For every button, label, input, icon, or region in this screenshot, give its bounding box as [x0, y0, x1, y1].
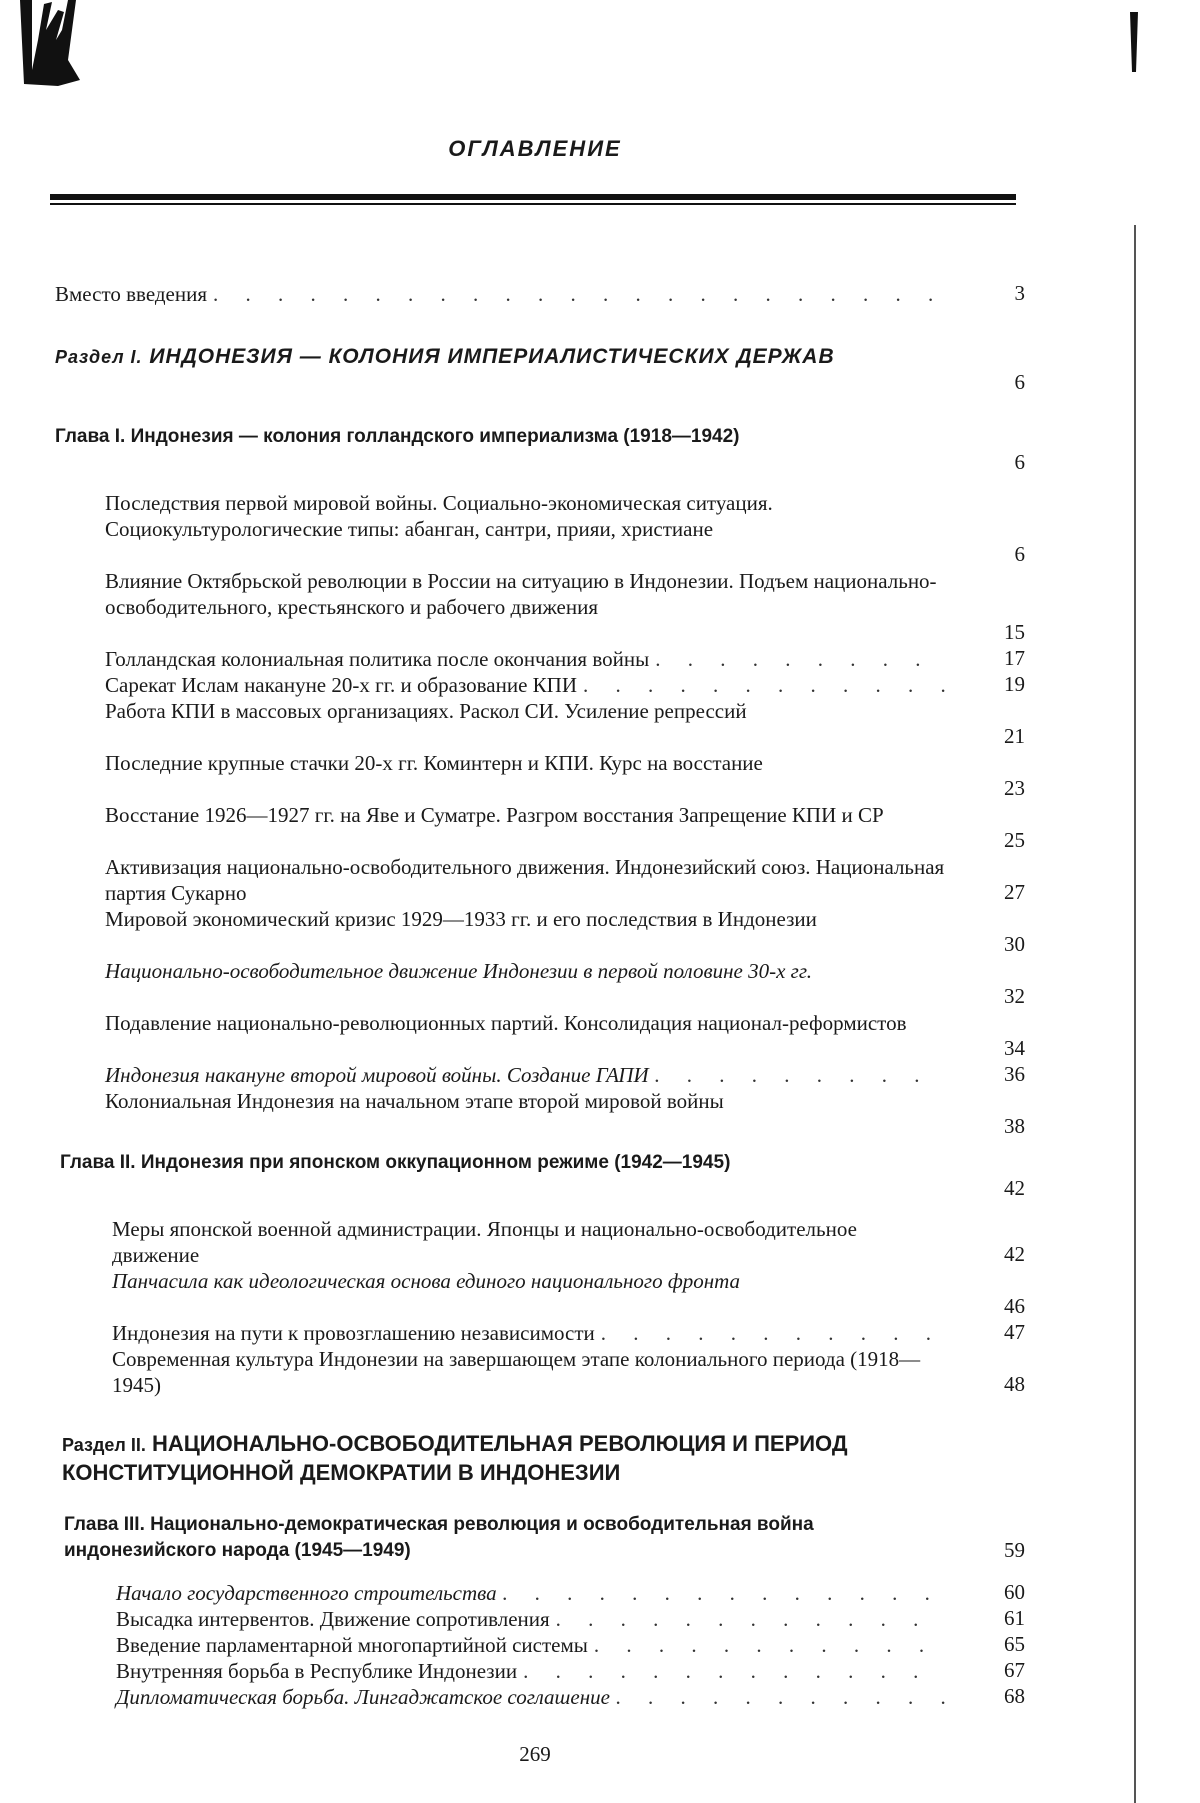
toc-entry-page: 48	[1004, 1372, 1025, 1396]
leader-dots	[588, 1632, 946, 1658]
leader-dots	[649, 646, 945, 672]
toc-entry: Панчасила как идеологическая основа единого национального фронта	[112, 1269, 741, 1293]
toc-entry-title: Дипломатическая борьба. Лингаджатское соглашение	[116, 1685, 610, 1709]
toc-entry-page: 15	[1004, 620, 1025, 644]
page-number: 269	[519, 1742, 551, 1766]
toc-entry	[105, 1062, 945, 1088]
toc-entry	[112, 1320, 947, 1346]
toc-entry	[55, 281, 955, 307]
toc-entry: Последствия первой мировой войны. Социально-экономическая ситуация. Социокультурологические типы: абанган, сантри, прияи, христиане	[105, 491, 773, 541]
toc-entry: Мировой экономический кризис 1929—1933 гг. и его последствия в Индонезии	[105, 907, 817, 931]
toc-entry-page: 42	[1004, 1176, 1025, 1200]
chapter-heading: Глава III. Национально-демократическая революция и освободительная война индонезийского народа (1945—1949)	[64, 1514, 814, 1561]
toc-entry-title: Вместо введения	[55, 282, 208, 306]
toc-entry-page: 68	[1004, 1684, 1025, 1708]
toc-entry: Работа КПИ в массовых организациях. Раскол СИ. Усиление репрессий	[105, 699, 747, 723]
toc-entry-page: 25	[1004, 828, 1025, 852]
toc-entry: Национально-освободительное движение Индонезии в первой половине 30-х гг.	[105, 959, 812, 983]
toc-entry-page: 59	[1004, 1538, 1025, 1562]
toc-entry	[116, 1684, 946, 1710]
toc-entry	[116, 1606, 946, 1632]
section-label: Раздел II.	[62, 1435, 146, 1455]
toc-entry-page: 60	[1004, 1580, 1025, 1604]
toc-entry-title: Начало государственного строительства	[116, 1581, 497, 1605]
toc-entry-title: Внутренняя борьба в Республике Индонезии	[116, 1659, 518, 1683]
toc-entry-page: 42	[1004, 1242, 1025, 1266]
toc-entry-page: 32	[1004, 984, 1025, 1008]
toc-entry: Последние крупные стачки 20-х гг. Коминтерн и КПИ. Курс на восстание	[105, 751, 763, 775]
chapter-heading: Глава II. Индонезия при японском оккупационном режиме (1942—1945)	[60, 1152, 731, 1173]
toc-entry-page: 34	[1004, 1036, 1025, 1060]
toc-entry-title: Высадка интервентов. Движение сопротивления	[116, 1607, 550, 1631]
chapter-heading: Глава I. Индонезия — колония голландского империализма (1918—1942)	[55, 426, 740, 447]
leader-dots	[497, 1580, 946, 1606]
toc-entry-page: 61	[1004, 1606, 1025, 1630]
toc-entry-page: 19	[1004, 672, 1025, 696]
toc-entry	[105, 672, 945, 698]
toc-entry-title: Индонезия на пути к провозглашению независимости	[112, 1321, 595, 1345]
section-heading	[62, 1430, 952, 1486]
toc-entry: Современная культура Индонезии на завершающем этапе колониального периода (1918—1945)	[112, 1347, 921, 1397]
toc-entry: Восстание 1926—1927 гг. на Яве и Суматре. Разгром восстания Запрещение КПИ и СР	[105, 803, 884, 827]
toc-entry: Подавление национально-революционных партий. Консолидация национал-реформистов	[105, 1011, 907, 1035]
toc-entry-page: 30	[1004, 932, 1025, 956]
section-label: Раздел I.	[55, 347, 143, 367]
leader-dots	[550, 1606, 946, 1632]
toc-entry: Активизация национально-освободительного движения. Индонезийский союз. Национальная партия Сукарно	[105, 855, 945, 905]
toc-entry-page: 27	[1004, 880, 1025, 904]
toc-entry-page: 38	[1004, 1114, 1025, 1138]
toc-entry-page: 67	[1004, 1658, 1025, 1682]
section-heading	[55, 344, 945, 370]
page-title: ОГЛАВЛЕНИЕ	[448, 136, 622, 161]
toc-entry-page: 6	[1014, 450, 1025, 474]
leader-dots	[595, 1320, 947, 1346]
toc-entry-page: 17	[1004, 646, 1025, 670]
toc-entry-title: Введение парламентарной многопартийной системы	[116, 1633, 588, 1657]
toc-entry: Меры японской военной администрации. Японцы и национально-освободительное движение	[112, 1217, 857, 1267]
toc-entry-page: 36	[1004, 1062, 1025, 1086]
toc-entry-title: Голландская колониальная политика после окончания войны	[105, 647, 650, 671]
toc-entry: Влияние Октябрьской революции в России на ситуацию в Индонезии. Подъем национально-освободительного, крестьянского и рабочего движения	[105, 569, 937, 619]
toc-entry-page: 47	[1004, 1320, 1025, 1344]
leader-dots	[610, 1684, 946, 1710]
section-title: НАЦИОНАЛЬНО-ОСВОБОДИТЕЛЬНАЯ РЕВОЛЮЦИЯ И ПЕРИОД КОНСТИТУЦИОННОЙ ДЕМОКРАТИИ В ИНДОНЕЗИИ	[62, 1431, 848, 1485]
toc-entry-page: 21	[1004, 724, 1025, 748]
toc-entry-page: 46	[1004, 1294, 1025, 1318]
toc-entry-title: Сарекат Ислам накануне 20-х гг. и образование КПИ	[105, 673, 577, 697]
toc-entry-page: 23	[1004, 776, 1025, 800]
toc-entry-title: Индонезия накануне второй мировой войны. Создание ГАПИ	[105, 1063, 649, 1087]
section-title: ИНДОНЕЗИЯ — КОЛОНИЯ ИМПЕРИАЛИСТИЧЕСКИХ ДЕРЖАВ	[149, 345, 835, 368]
toc-entry	[105, 646, 945, 672]
toc-entry-page: 6	[1014, 542, 1025, 566]
toc-entry-page: 3	[1014, 281, 1025, 305]
toc-entry	[116, 1580, 946, 1606]
toc-entry: Колониальная Индонезия на начальном этапе второй мировой войны	[105, 1089, 724, 1113]
toc-entry-page: 65	[1004, 1632, 1025, 1656]
leader-dots	[517, 1658, 946, 1684]
toc-entry	[116, 1658, 946, 1684]
leader-dots	[577, 672, 945, 698]
toc-entry-page: 6	[1014, 370, 1025, 394]
leader-dots	[649, 1062, 945, 1088]
toc-entry	[116, 1632, 946, 1658]
leader-dots	[207, 281, 955, 307]
